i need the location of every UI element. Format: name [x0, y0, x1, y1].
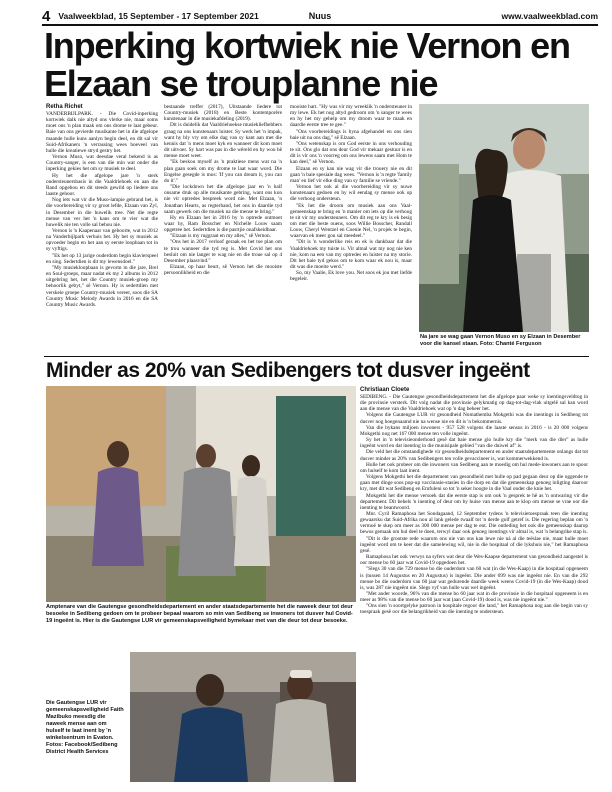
- paragraph: "Dit is die grootste rede waarom ons nie van ons kan lewe nie ná al die teëslae nie, maar hulle moet ingeënt word om te keer dat die samelewing wil, nie in die hospitaal of die lykshuis nie," het Ramaphosa gesê.: [360, 535, 588, 554]
- paragraph: Vernon Muso, wat deesdae veral bekend is as Country-sanger, is een van die min wat onder die inperking gekies het om sy musiek te deel.: [46, 154, 158, 173]
- section-divider: [44, 356, 589, 357]
- paragraph: "Ons sien 'n soortgelyke patroon in hospitale regoor die land," het Ramaphosa nog aan die begin van sy toespraak gesê oor die belangrikheid van die inenting te ondersteun.: [360, 603, 588, 616]
- paragraph: "Die lockdown het die afgelope jaar en 'n half onsame druk op alle musikante gebring, want ons kon nie vir optredes bespreek word nie. Met Elzaan, 'n Jonathan Hearts, as regterhand, het ons in daardie tyd saam gewerk om die musiek na die mense te bring.": [164, 184, 282, 215]
- paragraph: Vernon het ook al die voorbereiding vir sy nuwe kunstenaars gedoen en hy wil eendag sy mense ook op die verhoog ondersteun.: [290, 184, 412, 203]
- paragraph: Mnr. Cyril Ramaphosa het Sondagaand, 12 September tydens 'n televisietoespraak teen die inenting gewaarsku dat Suid-Afrika nou al lank gelede twaalf tot 'n derde golf getref is. Die regering beplan om 'n vermoë te skep om meer as 300 000 mense per dag te ent. Die ontleding het ook die gemeenskap daarop bewus gemaak om hul deel te doen, terwyl daar ook genoeg inentings vir almal is, wat 'n belangrike stap is.: [360, 510, 588, 536]
- paragraph: Volgens die Gautengse LUR vir gesondheid Nomathemba Mokgethi was die inentings in Sedibeng tot dusver nog hoegenaamd nie na wense nie en dit is 'n bekommernis.: [360, 412, 588, 425]
- paragraph: "My musiekloopbaan is gevorm in die jare, Brel en Soul-groeps, maar nadat ek my 2 albums in 2012 uitgebring het, het die Country musiek-groep my behoorlik gebyt," sê Vernon. Hy is sedertdien met verskeie groepe Country-musiek vereer, soos die SA Country Music Melody Awards in 2016 en die SA Country Music Awards.: [46, 264, 158, 308]
- story1-column-1: [46, 111, 158, 351]
- door-to-door-photo: [46, 386, 356, 602]
- paragraph: "Ons het in 2017 verloof geraak en het toe plan om te trou wanneer die tyd reg is. Met Covid het ons besluit om nie langer te wag nie en die troue sal op 4 Desember plaasvind.": [164, 239, 282, 264]
- paragraph: "Ek het die droom om musiek aan ons Vaal-gemeenskap te bring en 'n manier om iets op die verhoog te sit vir my ondersteuners. Om dit reg te kry is ek besig om met die beste ouens, soos Willie Bosscher, Randall Louw, Cheryl Wentzel en Coenie Nel, 'n projek te begin, waarvan ek meer gou sal meedeel.": [290, 202, 412, 240]
- paragraph: VANDERBIJLPARK. - Die Covid-inperking kortwiek dalk nie altyd ons vlerke nie, maar soms moet ons 'n plan maak om ons drome te laat gebeur. Baie van ons gevierde musikante het in die afgelope maande hulle kuns aanlyn begin deel, en dit sal vir Suid-Afrikaners 'n verrassing wees hoeveel van hulle die kreatiewe stryd gestry het.: [46, 111, 158, 154]
- paragraph: "Ons wetenskap is om God eerste in ons verhouding te sit. Ons glo dat ons deur God vir mekaar gestuur is en dit is vir ons 'n voorreg om ons lewens saam met Hom te kan deel," sê Vernon.: [290, 140, 412, 166]
- story2-byline: Christiaan Cloete: [360, 387, 410, 393]
- couple-photo-image: [419, 104, 589, 332]
- story1-byline: Retha Richet: [46, 104, 83, 110]
- paragraph: Volgens Mokgethi het die departement van gesondheid met hulle op pad gegaan deur op die oggende te gaan met dinge soos pop-up vaccinasie-stasies in die dorp en dat die gemeenskap genoeg inligting daaroor kry, met dit wat Sedibeng en Emfuleni so tot 'n seker hoogte in die Vaal onder die knie het.: [360, 474, 588, 493]
- paragraph: Nog iets wat vir die Muso-lampie gebrand het, is die voorbereiding vir sy groot lefde, Elzaan van Zyl, in Desember in die huwelik tree. Net die regte mense van ver het 'n kans om te vier wat die huwelik nie ten volle sal behou nie.: [46, 197, 158, 228]
- paragraph: Elzaan en sy kan nie wag vir die trouery nie en dit gaan 'n baie spesiale dag wees. "Vernon is 'n regte 'family man' en lief vir elke ding van sy familie se vriende.": [290, 165, 412, 184]
- paragraph: SEDIBENG. - Die Gautengse gesondheidsdepartement het die afgelope paar weke sy inentingsveldtog in die provinsie versterk. Dit volg nadat die provinsie gelykmatig op dag-tot-dag-vlak uitgelê sal kan word aan die mense van die Vaaldriehoek wat op 'n dag beheer het.: [360, 394, 588, 413]
- masthead-bar: [42, 8, 598, 26]
- story1-column-2: [164, 104, 282, 351]
- paragraph: Mokgethi het die mense versoek dat die eerste stap is om ook 'n gesprek te hê as 'n ontwaring vir die departement. Dit behels 'n inenting of deur om by huise van mense aan te klop om mense se vrae oor die inenting te beantwoord.: [360, 492, 588, 511]
- paragraph: Van die bykans miljoen inwoners - 957 528 volgens die laaste sensus in 2016 - is 20 000 volgens Mokgethi nog net 167 000 mense ten volle ingeënt.: [360, 424, 588, 437]
- section-name: Nuus: [308, 11, 332, 21]
- paragraph: "Elzaan is my ruggraat en my alles," sê Vernon.: [170, 233, 272, 240]
- paragraph: So, my Vaalie, Ek love you. Net soos ek jou met liefde begeleir.: [290, 270, 412, 283]
- paragraph: "Dit is 'n wonderlike reis en ek is dankbaar dat die Vaaldriehoek my tuiste is. Vir almal wat my nog nie ken nie, kom na een van my optredes en luister na my storie. Dit het baie tyd gekos om te kom waar ek nou is, maar dit was die moeite werd.": [290, 239, 412, 271]
- paragraph: mooiste hart. "Hy was vir my wreeklik 'n ondersteuner in my lewe. Ek het nog altyd gedroom om 'n sanger te wees en hy het my gehelp om my droom waar te maak en daardie eerste tree te gee.": [290, 104, 412, 129]
- couple-photo: [419, 104, 589, 332]
- paragraph: "Slegs 30 van die 729 mense bo die ouderdom van 60 wat (in die Wes-Kaap) in die hospitaal opgeneem is (tussen 14 Augustus en 20 Augustus) is ingeënt. Die ander 699 was nie ingeënt nie. En van die 292 mense bo die ouderdom van 60 jaar wat gedurende daardie week weens Covid-19 (in die Wes-Kaap) dood is, was 287 nie ingeënt nie. Slegs vyf van hulle was wel ingeënt.: [360, 566, 588, 591]
- paragraph: "Met ander woorde, 96% van die mense bo 60 jaar wat in die provinsie in die hospitaal opgeneem is en meer as 98% van die mense bo 60 jaar wat (aan Covid-19) dood is, was nie ingeënt nie.": [360, 591, 588, 604]
- paragraph: Elzaan, op haar beurt, sê Vernon het die mooiste persoonlikheid en die: [164, 264, 282, 277]
- paragraph: Hy het die afgelope jare 'n sterk ondersteunersbasis in die Vaaldriehoek en aan die Rand opgebou en dit steeds gewild op liedere ons laaste gehoor.: [46, 172, 158, 198]
- door-to-door-photo-image: [46, 386, 356, 602]
- mall-photo-image: [130, 652, 356, 782]
- paragraph: Die veld het die omstandighede vir gesondheidsdepartement en ander staatsdepartemente onlangs dat tot dusver minder as 20% van Sedibengers ten volle gevaccineer is, wat kommerwekkend is.: [360, 449, 588, 462]
- couple-photo-caption: Na jare se wag gaan Vernon Muso en sy Elzaan in Desember voor die kansel staan. Foto: Chanté Ferguson: [420, 334, 581, 347]
- mall-photo-caption: Die Gautengse LUR vir gemeenskapsveiligheid Faith Mazibuko meesdig die naweek mense aan om hulself te laat inent by 'n winkelsentrum in Evaton. Fotos: Facebook/Sedibeng District Health Services: [46, 700, 124, 755]
- mall-photo: [130, 652, 356, 782]
- paragraph: "Ons voorbereidings is byna afgehandel en ons sien baie uit na ons dag," sê Elzaan.: [290, 128, 412, 141]
- website-url: www.vaalweekblad.com: [501, 11, 598, 21]
- story2-body: [360, 394, 588, 786]
- paragraph: "Ek beskou myself as 'n praktiese mens wat na 'n plan gaan soek om my drome te laat waar word. Die Engelse gesegde is mos: 'If you can dream it, you can do it'.": [164, 159, 282, 184]
- paragraph: bestaande treffer (2017), Uitstaande liedere tot Country-musiek (2018) en Beste kontemporêre kunstenaar in die musiekafdeling (2019).: [164, 104, 282, 123]
- paragraph: Sy het in 'n televisieonderhoud gesê dat baie mense glo hulle kry die "merk van die dier" as hulle ingeënt word en dat inenting in die munisipale gebied "van die duiwel af" is.: [360, 437, 588, 450]
- paragraph: Hy en Elzaan het in 2016 by 'n optrede ontmoet waar hy, Ram Bosscher en Nichelle Louw saam opgetree het. Sedertdien is die pasrtjie onafskeidbaar.: [164, 214, 282, 234]
- paragraph: Hulle het ook probeer om die inwoners van Sedibeng aan te moedig om hul mede-inwoners aan te spoor om hulself te kom laat inent.: [360, 461, 588, 474]
- story1-column-3: [290, 104, 412, 351]
- issue-date: Vaalweekblad, 15 September - 17 September 2021: [58, 11, 259, 21]
- paragraph: Dit is duidelik dat Vaaldriehoekse musiekliefhebbers graag na ons kunstenaars luister. Sy werk het 'n impak, want hy bly vry om elke dag van sy kant aan met die kennis dat 'n mens moet kyk en wanneer dit kom moet dit uitvoer. Sy hart was pas in die wêreld en hy wou hê mense moet weet.: [164, 122, 282, 160]
- paragraph: "Ek het op 13 jarige ouderdom begin klavierspeel en sing. Sedertdien is dit my lewensdoel.": [46, 252, 158, 265]
- story1-headline: Inperking kortwiek nie Vernon en Elzaan se trouplanne nie: [44, 25, 570, 104]
- paragraph: Vernon is 'n Kaapenaar van geboorte, wat in 2012 na Vanderbijlpark verhuis het. Hy het sy musiek as opvoeder begin en het aan sy eerste loopbaan tot in sy vyftigs.: [46, 227, 158, 253]
- paragraph: Ramaphosa het ook verwys na syfers wat deur die Wes-Kaapse departement van gesondheid aangestel is oor mense bo 60 jaar wat Covid-19 opgedoen het.: [360, 554, 588, 567]
- story2-headline: Minder as 20% van Sedibengers tot dusver ingeënt: [46, 359, 530, 382]
- page-number: 4: [42, 7, 51, 25]
- door-to-door-caption: Amptenare van die Gautengse gesondheidsdepartement en ander staatsdepartemente het die naweek deur tot deur besoeke in Sedibeng gedoen om te probeer bepaal waarom so min van Sedibeng se inwoners tot dusver hul Covid-19 ingeënt is. Hier is die Gautengse LUR vir gemeenskapsveiligheid bymekaar met van die deur tot deur besoeke.: [46, 604, 353, 624]
